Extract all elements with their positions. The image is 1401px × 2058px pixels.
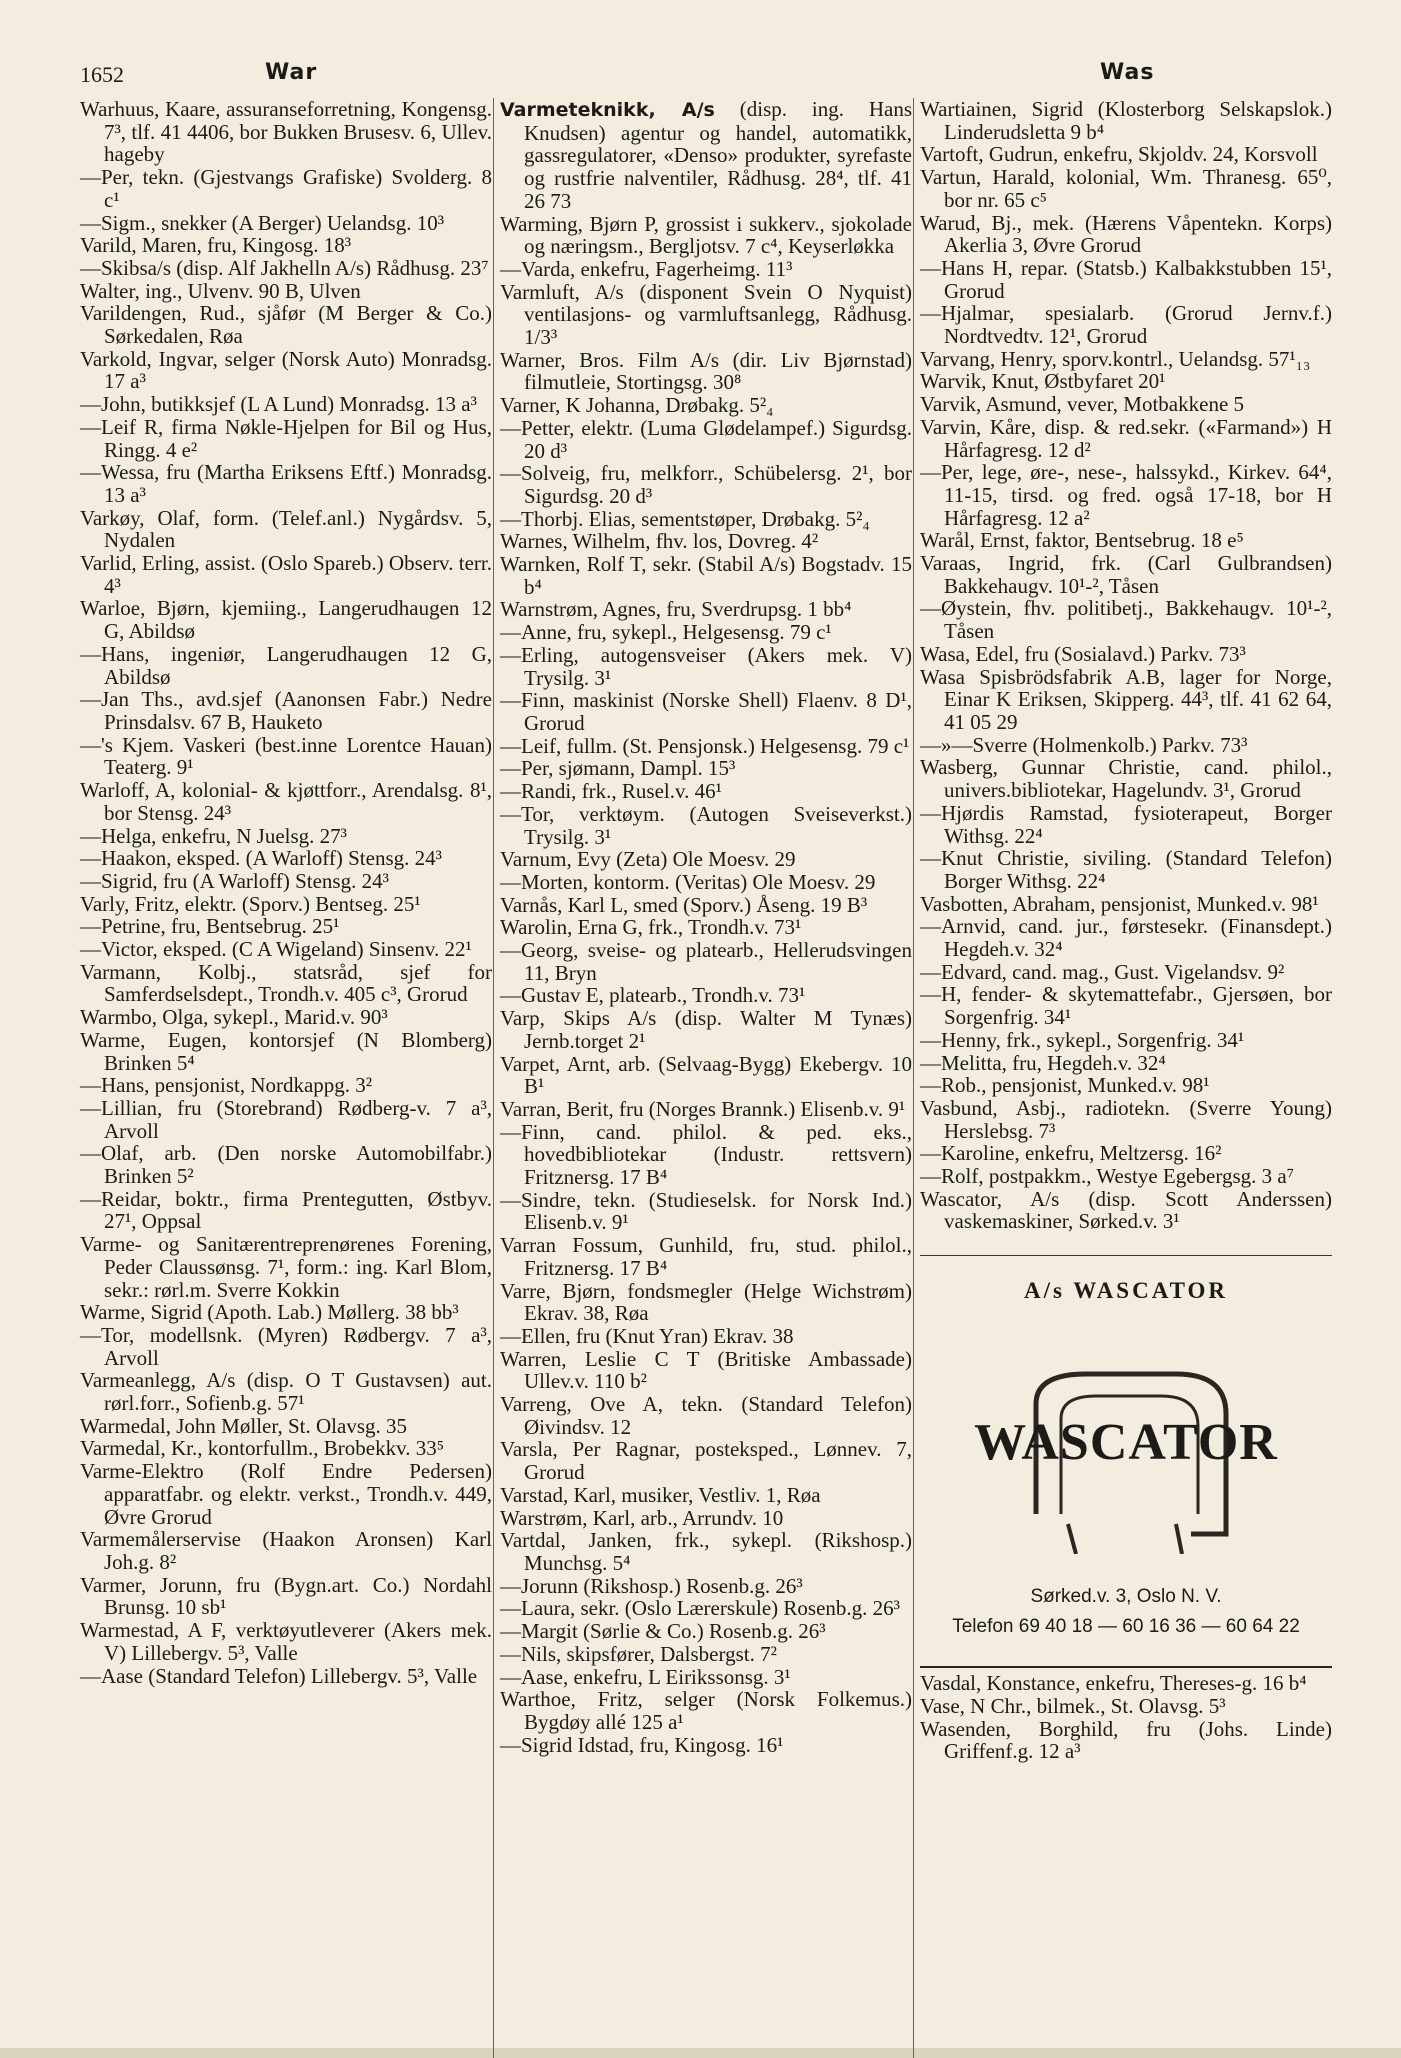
wascator-advertisement — [920, 1256, 1332, 1668]
directory-entry: —Per, tekn. (Gjestvangs Grafiske) Svolderg. 8 c¹ — [80, 165, 492, 212]
directory-entry: —Rolf, postpakkm., Westye Egebergsg. 3 a⁷ — [920, 1164, 1295, 1189]
directory-entry: —Finn, maskinist (Norske Shell) Flaenv. 8 D¹, Grorud — [500, 688, 912, 735]
directory-entry: —Olaf, arb. (Den norske Automobilfabr.) Brinken 5² — [80, 1141, 492, 1189]
directory-entry: Varmeteknikk, A/s (disp. ing. Hans Knudsen) agentur og handel, automatikk, gassregulatorer, «Denso» produkter, syrefaste og rustfrie nalventiler, Rådhusg. 28⁴, tlf. 41 26 73 — [500, 97, 912, 213]
directory-entry: Warner, Bros. Film A/s (dir. Liv Bjørnstad) filmutleie, Stortingsg. 30⁸ — [500, 347, 912, 395]
directory-entry: Vase, N Chr., bilmek., St. Olavsg. 5³ — [920, 1693, 1226, 1718]
directory-entry: —Edvard, cand. mag., Gust. Vigelandsv. 9² — [920, 959, 1285, 984]
directory-entry: —Morten, kontorm. (Veritas) Ole Moesv. 29 — [500, 869, 876, 894]
directory-entry: —Øystein, fhv. politibetj., Bakkehaugv. 10¹-², Tåsen — [920, 596, 1332, 644]
directory-entry: Warthoe, Fritz, selger (Norsk Folkemus.) Bygdøy allé 125 a¹ — [500, 1687, 912, 1734]
directory-entry: —Petter, elektr. (Luma Glødelampef.) Sigurdsg. 20 d³ — [500, 415, 912, 463]
directory-entry: —Hjalmar, spesialarb. (Grorud Jernv.f.) Nordtvedtv. 12¹, Grorud — [920, 301, 1332, 349]
directory-entry: Varmemålerservise (Haakon Aronsen) Karl Joh.g. 8² — [80, 1527, 492, 1574]
column-1 — [80, 98, 492, 1687]
page-number: 1652 — [80, 62, 124, 87]
directory-entry: —Ellen, fru (Knut Yran) Ekrav. 38 — [500, 1323, 794, 1348]
directory-entry: Varmann, Kolbj., statsråd, sjef for Samferdselsdept., Trondh.v. 405 c³, Grorud — [80, 959, 492, 1007]
directory-entry: Wasenden, Borghild, fru (Johs. Linde) Griffenf.g. 12 a³ — [920, 1716, 1332, 1764]
directory-entry: —Anne, fru, sykepl., Helgesensg. 79 c¹ — [500, 620, 832, 645]
directory-entry: —Wessa, fru (Martha Eriksens Eftf.) Monradsg. 13 a³ — [80, 460, 492, 507]
directory-entry: —Finn, cand. philol. & ped. eks., hovedbibliotekar (Industr. rettsvern) Fritznersg. 17 B⁴ — [500, 1119, 912, 1190]
directory-entry: Warud, Bj., mek. (Hærens Våpentekn. Korps) Akerlia 3, Øvre Grorud — [920, 210, 1332, 258]
directory-entry: —Haakon, eksped. (A Warloff) Stensg. 24³ — [80, 846, 442, 871]
directory-entry: Warål, Ernst, faktor, Bentsebrug. 18 e⁵ — [920, 528, 1244, 553]
directory-entry: —Nils, skipsfører, Dalsbergst. 7² — [500, 1641, 777, 1666]
directory-entry: —Sigrid Idstad, fru, Kingosg. 16¹ — [500, 1732, 784, 1757]
ad-wordmark: WASCATOR — [974, 1414, 1278, 1472]
directory-entry: —Jorunn (Rikshosp.) Rosenb.g. 26³ — [500, 1573, 803, 1598]
directory-entry: —Leif, fullm. (St. Pensjonsk.) Helgesensg. 79 c¹ — [500, 733, 910, 758]
directory-entry: —Helga, enkefru, N Juelsg. 27³ — [80, 823, 347, 848]
directory-entry: —Varda, enkefru, Fagerheimg. 11³ — [500, 256, 793, 281]
directory-entry: Warloff, A, kolonial- & kjøttforr., Arendalsg. 8¹, bor Stensg. 24³ — [80, 778, 492, 825]
columns — [80, 98, 1361, 2058]
directory-entry: Wartiainen, Sigrid (Klosterborg Selskapslok.) Linderudsletta 9 b⁴ — [920, 97, 1332, 144]
directory-entry: —Per, sjømann, Dampl. 15³ — [500, 756, 736, 781]
directory-entry: —Sigrid, fru (A Warloff) Stensg. 24³ — [80, 868, 389, 893]
directory-entry: —Georg, sveise- og platearb., Hellerudsvingen 11, Bryn — [500, 938, 912, 985]
directory-entry: Varlid, Erling, assist. (Oslo Spareb.) Observ. terr. 4³ — [80, 551, 492, 598]
directory-entry: Varp, Skips A/s (disp. Walter M Tynæs) Jernb.torget 2¹ — [500, 1006, 912, 1053]
directory-entry: Warvik, Knut, Østbyfaret 20¹ — [920, 369, 1166, 394]
directory-entry: —Solveig, fru, melkforr., Schübelersg. 2¹, bor Sigurdsg. 20 d³ — [500, 461, 912, 508]
directory-entry: —Margit (Sørlie & Co.) Rosenb.g. 26³ — [500, 1619, 826, 1644]
directory-entry: Varran, Berit, fru (Norges Brannk.) Elisenb.v. 9¹ — [500, 1096, 906, 1121]
column-3-entries — [920, 98, 1332, 1233]
directory-entry: —Hans, ingeniør, Langerudhaugen 12 G, Abildsø — [80, 641, 492, 689]
directory-entry: Varmeanlegg, A/s (disp. O T Gustavsen) aut. rørl.forr., Sofienb.g. 57¹ — [80, 1368, 492, 1416]
directory-entry: —Tor, verktøym. (Autogen Sveiseverkst.) Trysilg. 3¹ — [500, 801, 912, 849]
directory-entry: Varvin, Kåre, disp. & red.sekr. («Farmand») H Hårfagresg. 12 d² — [920, 414, 1332, 462]
directory-entry: Varpet, Arnt, arb. (Selvaag-Bygg) Ekebergv. 10 B¹ — [500, 1051, 912, 1099]
directory-entry: Varran Fossum, Gunhild, fru, stud. philol., Fritznersg. 17 B⁴ — [500, 1233, 912, 1280]
directory-entry: Warme, Sigrid (Apoth. Lab.) Møllerg. 38 bb³ — [80, 1300, 459, 1325]
directory-entry: —Tor, modellsnk. (Myren) Rødbergv. 7 a³, Arvoll — [80, 1322, 492, 1370]
directory-entry: Vartdal, Janken, frk., sykepl. (Rikshosp.) Munchsg. 5⁴ — [500, 1528, 912, 1575]
directory-entry: Wasberg, Gunnar Christie, cand. philol., univers.bibliotekar, Hagelundv. 3¹, Grorud — [920, 755, 1332, 803]
directory-entry: —Per, lege, øre-, nese-, halssykd., Kirkev. 64⁴, 11-15, tirsd. og fred. også 17-18, bor H Hårfagresg. 12 a² — [920, 460, 1332, 530]
column-3-entries-after-ad — [920, 1672, 1332, 1763]
directory-entry: —Hans, pensjonist, Nordkappg. 3² — [80, 1073, 373, 1098]
directory-entry: —Reidar, boktr., firma Prentegutten, Østbyv. 27¹, Oppsal — [80, 1186, 492, 1234]
directory-entry: —Petrine, fru, Bentsebrug. 25¹ — [80, 914, 340, 939]
directory-entry: Varmer, Jorunn, fru (Bygn.art. Co.) Nordahl Brunsg. 10 sb¹ — [80, 1572, 492, 1620]
directory-entry: Warmbo, Olga, sykepl., Marid.v. 90³ — [80, 1005, 388, 1030]
directory-entry: —Erling, autogensveiser (Akers mek. V) Trysilg. 3¹ — [500, 642, 912, 690]
ad-phones: Telefon 69 40 18 — 60 16 36 — 60 64 22 — [952, 1616, 1300, 1638]
directory-entry: —Thorbj. Elias, sementstøper, Drøbakg. 5²₄ — [500, 506, 870, 531]
directory-entry: Warme, Eugen, kontorsjef (N Blomberg) Brinken 5⁴ — [80, 1027, 492, 1075]
directory-entry: —Karoline, enkefru, Meltzersg. 16² — [920, 1141, 1222, 1166]
left-keyword: War — [265, 60, 318, 85]
directory-entry: Wasa, Edel, fru (Sosialavd.) Parkv. 73³ — [920, 641, 1246, 666]
directory-entry: —Gustav E, platearb., Trondh.v. 73¹ — [500, 983, 806, 1008]
directory-entry: —Randi, frk., Rusel.v. 46¹ — [500, 779, 722, 804]
directory-entry: Varmedal, Kr., kontorfullm., Brobekkv. 33⁵ — [80, 1436, 445, 1461]
directory-entry: —Jan Ths., avd.sjef (Aanonsen Fabr.) Nedre Prinsdalsv. 67 B, Hauketo — [80, 687, 492, 734]
directory-entry: Varnås, Karl L, smed (Sporv.) Åseng. 19 B³ — [500, 892, 868, 917]
directory-entry: Vartun, Harald, kolonial, Wm. Thranesg. 65⁰, bor nr. 65 c⁵ — [920, 165, 1332, 212]
directory-entry: Varildengen, Rud., sjåfør (M Berger & Co.) Sørkedalen, Røa — [80, 301, 492, 349]
column-3 — [920, 98, 1332, 1763]
directory-entry: Warren, Leslie C T (Britiske Ambassade) Ullev.v. 110 b² — [500, 1346, 912, 1394]
directory-entry: Warstrøm, Karl, arb., Arrundv. 10 — [500, 1505, 784, 1530]
directory-entry: Wascator, A/s (disp. Scott Anderssen) vaskemaskiner, Sørked.v. 3¹ — [920, 1186, 1332, 1234]
directory-entry: Warnstrøm, Agnes, fru, Sverdrupsg. 1 bb⁴ — [500, 597, 852, 622]
directory-entry: Varre, Bjørn, fondsmegler (Helge Wichstrøm) Ekrav. 38, Røa — [500, 1278, 912, 1326]
directory-entry: —Aase, enkefru, L Eirikssonsg. 3¹ — [500, 1664, 791, 1689]
directory-entry: —»—Sverre (Holmenkolb.) Parkv. 73³ — [920, 732, 1248, 757]
directory-entry: Varvang, Henry, sporv.kontrl., Uelandsg. 57¹₁₃ — [920, 346, 1311, 371]
directory-entry: —Hjørdis Ramstad, fysioterapeut, Borger Withsg. 22⁴ — [920, 800, 1332, 848]
directory-entry: Warloe, Bjørn, kjemiing., Langerudhaugen 12 G, Abildsø — [80, 596, 492, 644]
directory-entry: —Sindre, tekn. (Studieselsk. for Norsk Ind.) Elisenb.v. 9¹ — [500, 1187, 912, 1235]
directory-entry: Varild, Maren, fru, Kingosg. 18³ — [80, 233, 352, 258]
directory-entry: Wasa Spisbrödsfabrik A.B, lager for Norge, Einar K Eriksen, Skipperg. 44³, tlf. 41 62 64, 41 05 29 — [920, 664, 1332, 734]
directory-entry: Varly, Fritz, elektr. (Sporv.) Bentseg. 25¹ — [80, 891, 421, 916]
directory-entry: Varme-Elektro (Rolf Endre Pedersen) apparatfabr. og elektr. verkst., Trondh.v. 449, Øvre Grorud — [80, 1459, 492, 1529]
directory-entry: —Rob., pensjonist, Munked.v. 98¹ — [920, 1073, 1210, 1098]
directory-entry: Varaas, Ingrid, frk. (Carl Gulbrandsen) Bakkehaugv. 10¹-², Tåsen — [920, 551, 1332, 598]
directory-entry: Warming, Bjørn P, grossist i sukkerv., sjokolade og næringsm., Bergljotsv. 7 c⁴, Keyserløkka — [500, 211, 912, 259]
directory-entry: —Leif R, firma Nøkle-Hjelpen for Bil og Hus, Ringg. 4 e² — [80, 414, 492, 462]
column-divider — [493, 98, 494, 2058]
directory-entry: Varner, K Johanna, Drøbakg. 5²₄ — [500, 393, 774, 418]
directory-entry: —Hans H, repar. (Statsb.) Kalbakkstubben 15¹, Grorud — [920, 255, 1332, 303]
directory-entry: Warmestad, A F, verktøyutleverer (Akers mek. V) Lillebergv. 5³, Valle — [80, 1618, 492, 1665]
directory-entry: Varvik, Asmund, vever, Motbakkene 5 — [920, 392, 1245, 417]
directory-entry: Vasdal, Konstance, enkefru, Thereses-g. 16 b⁴ — [920, 1671, 1307, 1696]
directory-entry: —Melitta, fru, Hegdeh.v. 32⁴ — [920, 1050, 1166, 1075]
directory-entry: —John, butikksjef (L A Lund) Monradsg. 13 a³ — [80, 392, 477, 417]
directory-entry: Vasbund, Asbj., radiotekn. (Sverre Young) Herslebsg. 7³ — [920, 1095, 1332, 1143]
directory-entry: Varmluft, A/s (disponent Svein O Nyquist) ventilasjons- og varmluftsanlegg, Rådhusg. 1/3³ — [500, 279, 912, 350]
directory-entry: Warnken, Rolf T, sekr. (Stabil A/s) Bogstadv. 15 b⁴ — [500, 552, 912, 599]
directory-entry: Varme- og Sanitærentreprenørenes Forening, Peder Claussønsg. 7¹, form.: ing. Karl Blom, sekr.: rørl.m. Sverre Kokkin — [80, 1232, 492, 1302]
directory-entry: Varkold, Ingvar, selger (Norsk Auto) Monradsg. 17 a³ — [80, 346, 492, 394]
page-header — [80, 54, 1361, 98]
directory-entry: —Arnvid, cand. jur., førstesekr. (Finansdept.) Hegdeh.v. 32⁴ — [920, 914, 1332, 962]
right-keyword: Was — [1100, 60, 1155, 85]
directory-entry: Walter, ing., Ulvenv. 90 B, Ulven — [80, 278, 361, 303]
directory-entry: Warolin, Erna G, frk., Trondh.v. 73¹ — [500, 915, 802, 940]
directory-entry: —Aase (Standard Telefon) Lillebergv. 5³, Valle — [80, 1663, 478, 1688]
directory-entry: —Laura, sekr. (Oslo Lærerskule) Rosenb.g. 26³ — [500, 1596, 900, 1621]
directory-entry: Warhuus, Kaare, assuranseforretning, Kongensg. 7³, tlf. 41 4406, bor Bukken Brusesv. 6, Ullev. hageby — [80, 97, 492, 167]
directory-entry: Varreng, Ove A, tekn. (Standard Telefon) Øivindsv. 12 — [500, 1392, 912, 1439]
directory-entry: Varnum, Evy (Zeta) Ole Moesv. 29 — [500, 847, 796, 872]
directory-entry: Vartoft, Gudrun, enkefru, Skjoldv. 24, Korsvoll — [920, 142, 1318, 167]
directory-entry: —Victor, eksped. (C A Wigeland) Sinsenv. 22¹ — [80, 937, 472, 962]
directory-entry: —Knut Christie, siviling. (Standard Telefon) Borger Withsg. 22⁴ — [920, 846, 1332, 893]
directory-entry: —Sigm., snekker (A Berger) Uelandsg. 10³ — [80, 210, 445, 235]
firm-name: Varmeteknikk, A/s — [500, 99, 715, 121]
directory-entry: Vasbotten, Abraham, pensjonist, Munked.v. 98¹ — [920, 891, 1319, 916]
directory-entry: Varsla, Per Ragnar, posteksped., Lønnev. 7, Grorud — [500, 1437, 912, 1485]
directory-entry: Varstad, Karl, musiker, Vestliv. 1, Røa — [500, 1482, 821, 1507]
directory-entry: Varkøy, Olaf, form. (Telef.anl.) Nygårdsv. 5, Nydalen — [80, 505, 492, 553]
column-divider — [913, 98, 914, 2058]
directory-entry: —'s Kjem. Vaskeri (best.inne Lorentce Hauan) Teaterg. 9¹ — [80, 732, 492, 780]
directory-entry: —H, fender- & skytemattefabr., Gjersøen, bor Sorgenfrig. 34¹ — [920, 982, 1332, 1030]
directory-entry: —Skibsa/s (disp. Alf Jakhelln A/s) Rådhusg. 23⁷ — [80, 255, 489, 280]
directory-entry: —Lillian, fru (Storebrand) Rødberg-v. 7 a³, Arvoll — [80, 1095, 492, 1143]
directory-entry: —Henny, frk., sykepl., Sorgenfrig. 34¹ — [920, 1027, 1245, 1052]
ad-heading: A/s WASCATOR — [1023, 1278, 1229, 1304]
ad-address: Sørked.v. 3, Oslo N. V. — [1030, 1586, 1222, 1608]
directory-entry: Warmedal, John Møller, St. Olavsg. 35 — [80, 1413, 408, 1438]
column-2 — [500, 98, 912, 1756]
directory-entry: Warnes, Wilhelm, fhv. los, Dovreg. 4² — [500, 529, 819, 554]
